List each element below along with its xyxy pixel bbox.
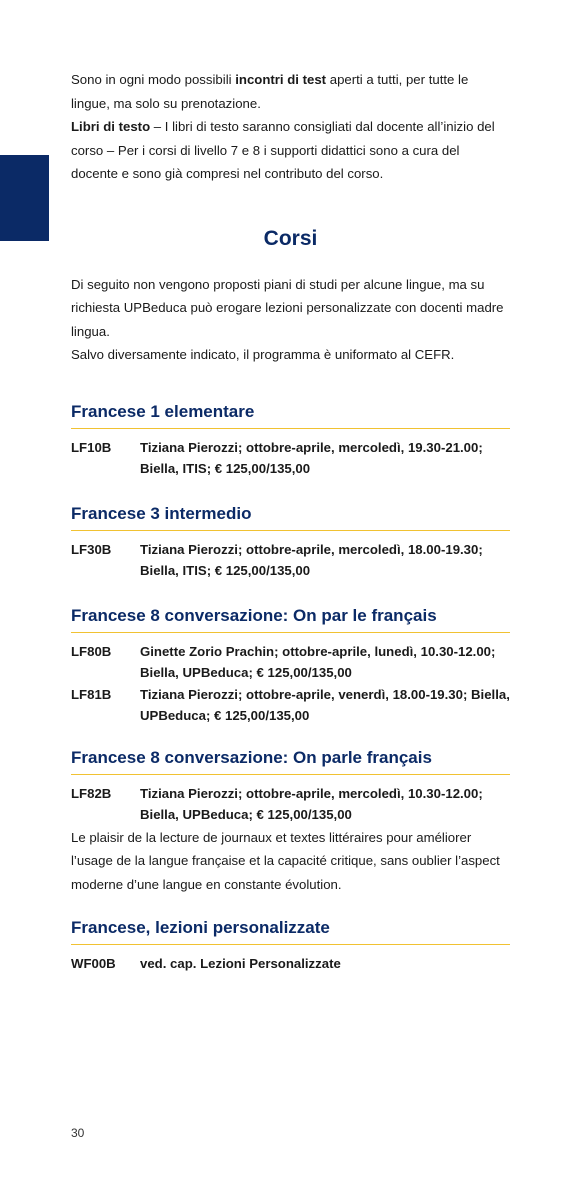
intro-paragraph-books: Libri di testo – I libri di testo saranno consigliati dal docente all’inizio del corso – Per i corsi di livello 7 e 8 i supporti didattici sono a cura del docente e sono già compresi nel contributo del corso. xyxy=(71,119,495,181)
course-title: Francese 1 elementare xyxy=(71,401,510,429)
course-description: Le plaisir de la lecture de journaux et textes littéraires pour améliorer l’usage de la langue française et la capacité critique, sans oublier l’aspect moderne d’une langue en constante évolution. xyxy=(71,829,500,892)
course-title: Francese 8 conversazione: On par le français xyxy=(71,605,510,633)
section-intro-paragraph: Di seguito non vengono proposti piani di studi per alcune lingue, ma su richiesta UPBeduca può erogare lezioni personalizzate con docenti madre lingua. xyxy=(71,276,504,339)
course-detail: Tiziana Pierozzi; ottobre-aprile, mercoledì, 19.30-21.00; Biella, ITIS; € 125,00/135,00 xyxy=(140,439,483,476)
course-detail: Tiziana Pierozzi; ottobre-aprile, venerdì, 18.00-19.30; Biella, UPBeduca; € 125,00/135,00 xyxy=(140,686,510,723)
course-block xyxy=(71,503,510,582)
section-title: Corsi xyxy=(263,226,318,250)
course-block xyxy=(71,401,510,480)
course-entry xyxy=(71,437,510,480)
course-entry xyxy=(71,641,510,684)
course-title: Francese, lezioni personalizzate xyxy=(71,917,510,945)
chapter-tab-marker xyxy=(0,155,49,241)
course-detail: Tiziana Pierozzi; ottobre-aprile, mercoledì, 18.00-19.30; Biella, ITIS; € 125,00/135,00 xyxy=(140,541,483,578)
course-detail: Tiziana Pierozzi; ottobre-aprile, mercoledì, 10.30-12.00; Biella, UPBeduca; € 125,00/135,00 xyxy=(140,785,483,822)
course-title: Francese 8 conversazione: On parle français xyxy=(71,747,510,775)
course-code: LF82B xyxy=(71,785,112,801)
course-block xyxy=(71,747,510,897)
course-block xyxy=(71,605,510,727)
page-number: 30 xyxy=(71,1126,85,1140)
course-code: LF80B xyxy=(71,643,112,659)
course-detail: Ginette Zorio Prachin; ottobre-aprile, lunedì, 10.30-12.00; Biella, UPBeduca; € 125,00/135,00 xyxy=(140,643,496,680)
course-entry xyxy=(71,684,510,727)
course-list xyxy=(71,401,510,975)
course-code: WF00B xyxy=(71,956,116,971)
intro-paragraph-tests: Sono in ogni modo possibili incontri di test aperti a tutti, per tutte le lingue, ma solo su prenotazione. xyxy=(71,72,469,111)
course-entry xyxy=(71,783,510,826)
course-detail: ved. cap. Lezioni Personalizzate xyxy=(140,956,341,971)
course-entry xyxy=(71,953,510,975)
course-code: LF10B xyxy=(71,439,112,455)
course-block xyxy=(71,917,510,975)
section-intro-cefr: Salvo diversamente indicato, il programma è uniformato al CEFR. xyxy=(71,347,455,362)
course-entry xyxy=(71,539,510,582)
course-title: Francese 3 intermedio xyxy=(71,503,510,531)
page-content xyxy=(71,68,510,975)
course-code: LF81B xyxy=(71,686,112,702)
course-code: LF30B xyxy=(71,541,112,557)
